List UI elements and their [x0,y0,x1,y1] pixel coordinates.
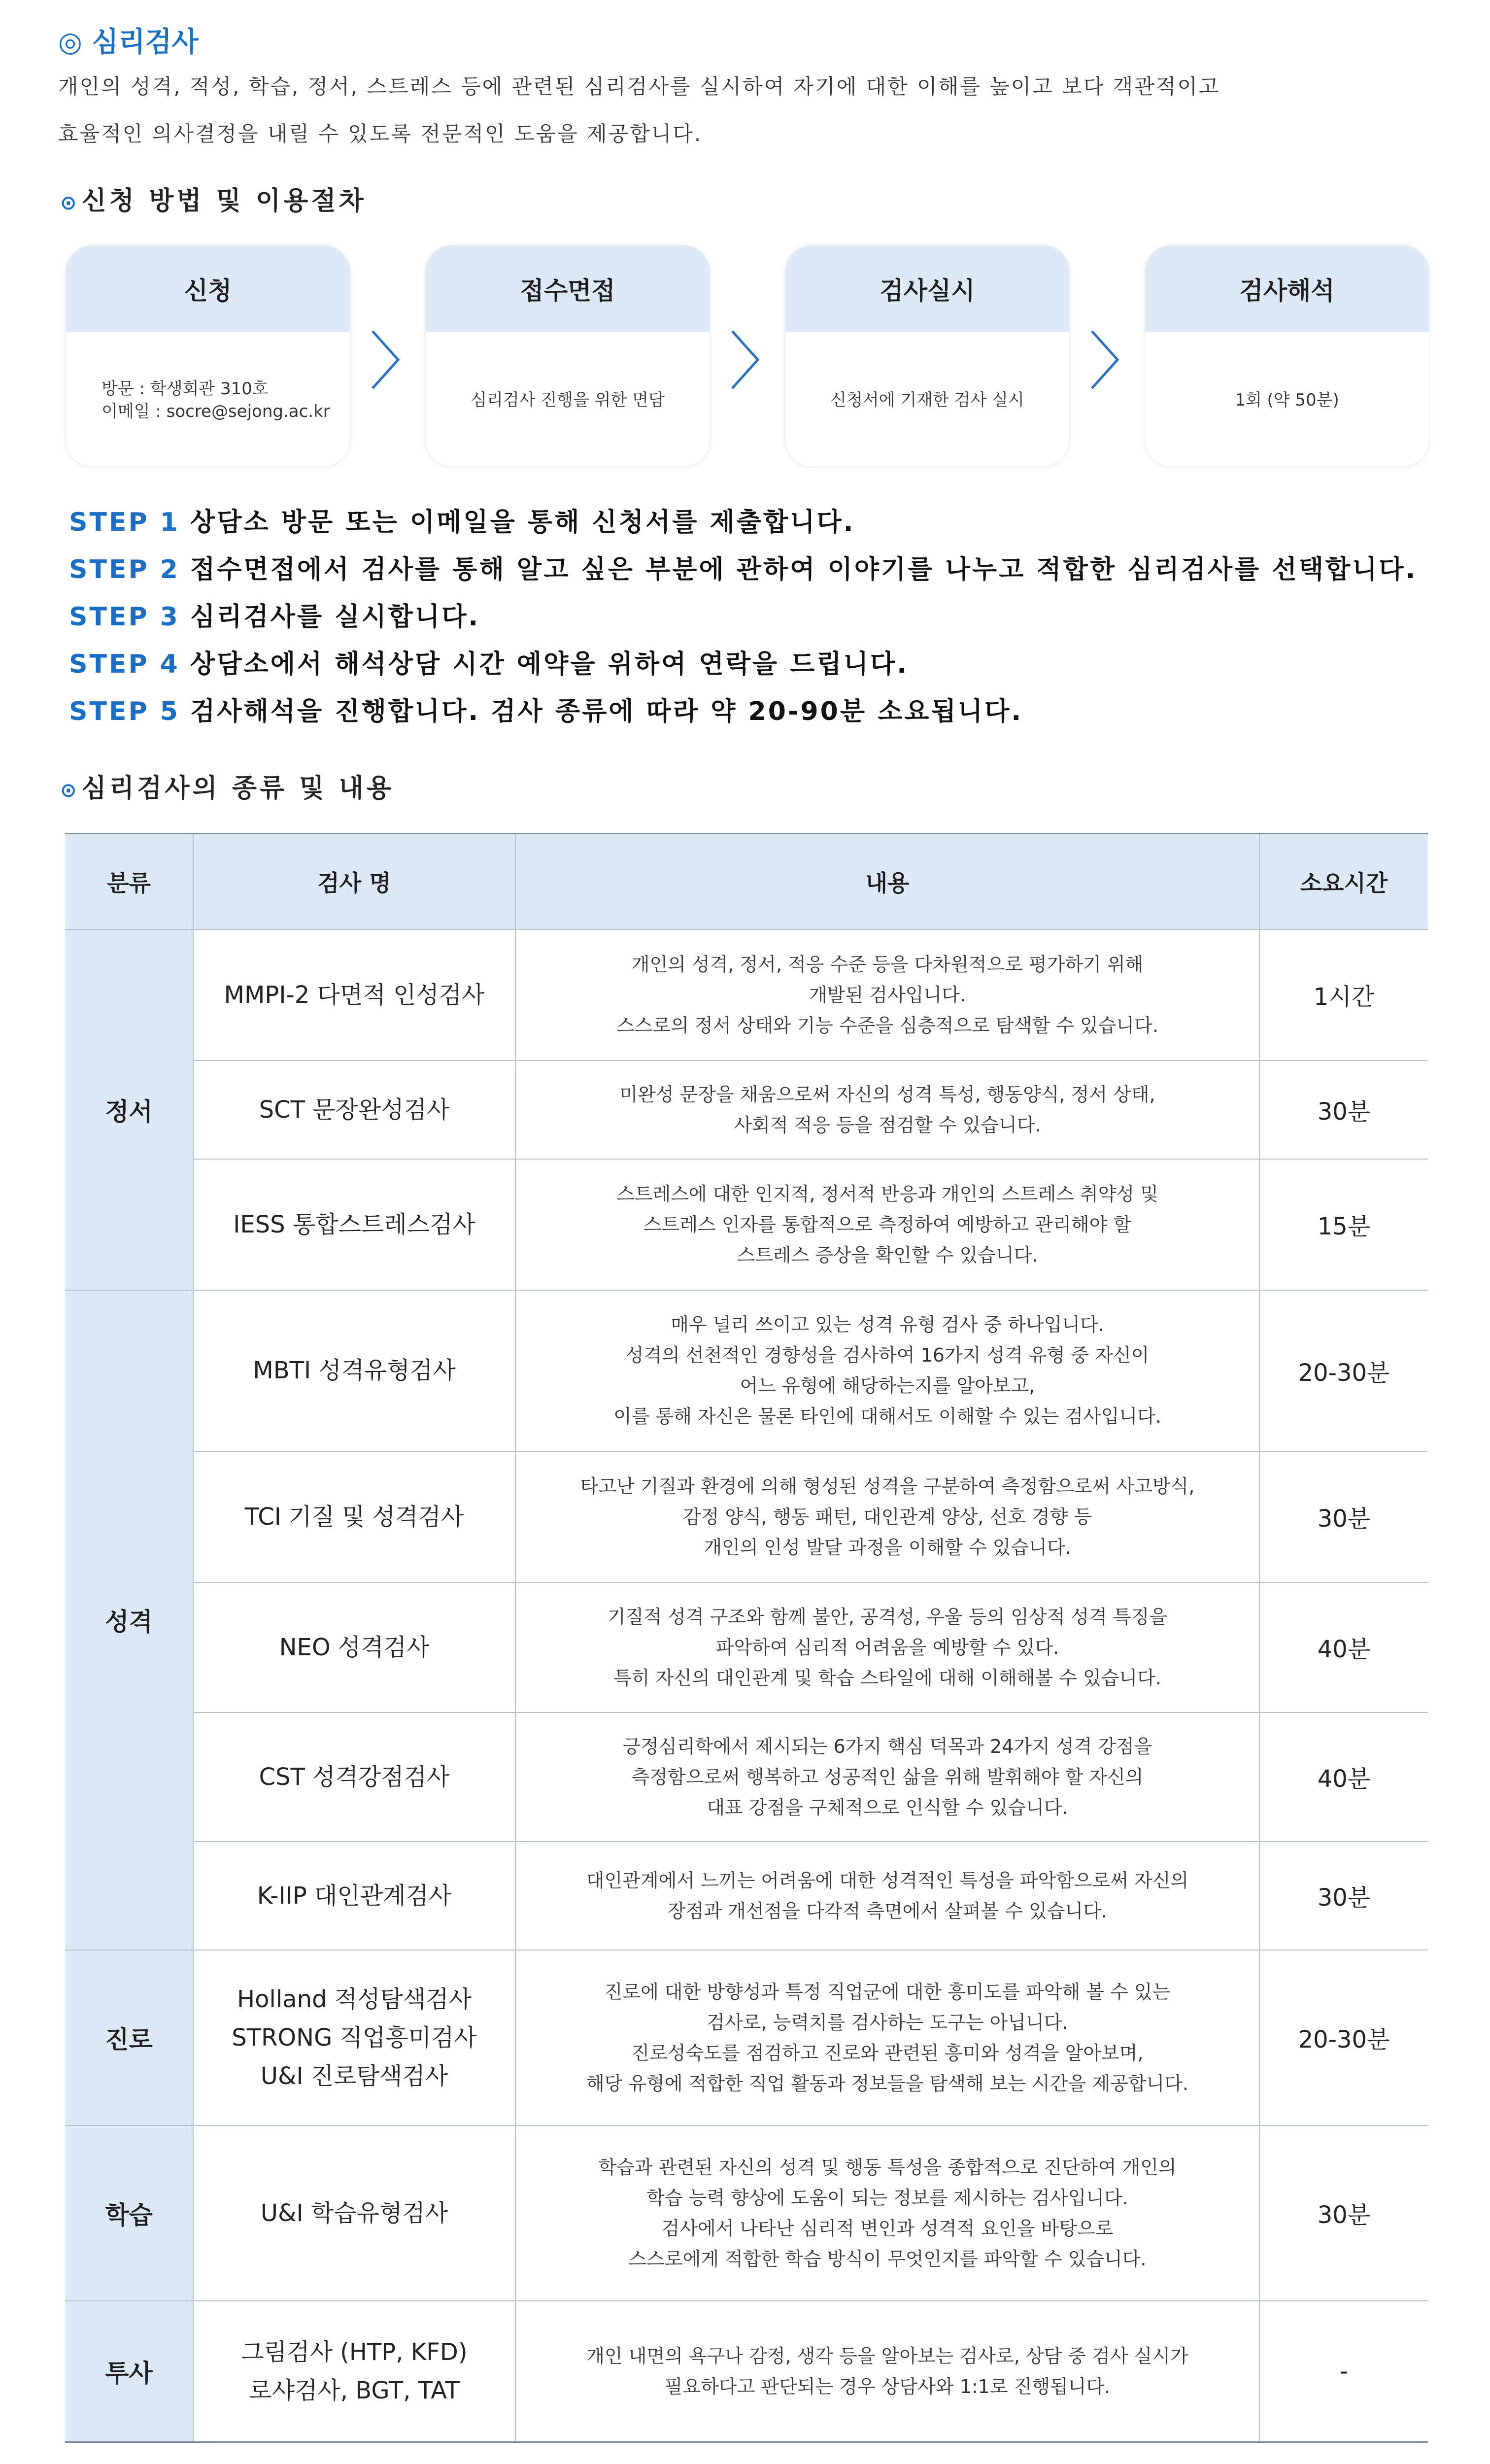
description-line: 학습 능력 향상에 도움이 되는 정보를 제시하는 검사입니다. [646,2187,1128,2209]
description-line: 어느 유형에 해당하는지를 알아보고, [740,1375,1035,1397]
table-row [65,1451,1428,1582]
test-description-cell [515,1842,1259,1950]
description-line: 대인관계에서 느끼는 어려움에 대한 성격적인 특성을 파악함으로써 자신의 [586,1869,1189,1891]
table-row [65,1159,1428,1290]
description-line: 진로에 대한 방향성과 특정 직업군에 대한 흥미도를 파악해 볼 수 있는 [604,1981,1171,2003]
description-line: 스스로의 정서 상태와 기능 수준을 심층적으로 탐색할 수 있습니다. [616,1014,1158,1036]
description-line: 해당 유형에 적합한 직업 활동과 정보들을 탐색해 보는 시간을 제공합니다. [586,2072,1189,2094]
description-line: 필요하다고 판단되는 경우 상담사와 1:1로 진행됩니다. [664,2375,1111,2397]
description-line: 파악하여 심리적 어려움을 예방할 수 있다. [715,1636,1059,1658]
circle-dot-icon: ⊙ [60,192,77,214]
description-line: 기질적 성격 구조와 함께 불안, 공격성, 우울 등의 임상적 성격 특징을 [607,1606,1168,1628]
description-line: 스트레스 증상을 확인할 수 있습니다. [737,1244,1038,1266]
table-row [65,929,1428,1061]
step-text: 상담소에서 해석상담 시간 예약을 위하여 연락을 드립니다. [190,650,909,679]
test-name-line: TCI 기질 및 성격검사 [244,1503,464,1531]
description-line: 스트레스 인자를 통합적으로 측정하여 예방하고 관리해야 할 [643,1213,1132,1235]
description-line: 대표 강점을 구체적으로 인식할 수 있습니다. [707,1796,1068,1818]
procedure-title-text: 신청 방법 및 이용절차 [81,186,367,216]
test-name-line: MBTI 성격유형검사 [253,1357,456,1384]
test-name-cell [193,2125,515,2301]
test-name-line: 그림검사 (HTP, KFD) [241,2338,468,2366]
test-name-line: IESS 통합스트레스검사 [233,1210,475,1238]
test-description-cell [515,1582,1259,1712]
description-line: 매우 널리 쓰이고 있는 성격 유형 검사 중 하나입니다. [671,1314,1104,1335]
test-name-line: 로샤검사, BGT, TAT [249,2376,460,2404]
test-name-cell [193,929,515,1061]
test-name-cell [193,1950,515,2125]
duration-cell: 15분 [1259,1159,1428,1290]
test-name-line: Holland 적성탐색검사 [237,1985,472,2013]
test-description-cell [515,929,1259,1061]
test-name-cell [193,1842,515,1950]
test-name-cell [193,1290,515,1451]
chevron-right-icon [725,325,765,394]
description-line: 이를 통해 자신은 물론 타인에 대해서도 이해할 수 있는 검사입니다. [613,1405,1161,1427]
description-line: 스스로에게 적합한 학습 방식이 무엇인지를 파악할 수 있습니다. [628,2248,1147,2270]
description-line: 미완성 문장을 채움으로써 자신의 성격 특성, 행동양식, 정서 상태, [619,1083,1155,1105]
test-name-cell [193,1061,515,1159]
procedure-card-title: 검사해석 [1145,245,1429,332]
duration-cell: 40분 [1259,1712,1428,1842]
procedure-card-interpretation [1144,244,1430,467]
procedure-card-body: 1회 (약 50분) [1235,390,1339,410]
step-text: 상담소 방문 또는 이메일을 통해 신청서를 제출합니다. [190,508,855,537]
intro-line: 효율적인 의사결정을 내릴 수 있도록 전문적인 도움을 제공합니다. [58,122,703,146]
column-header: 검사 명 [193,834,515,929]
procedure-section-title [60,181,367,223]
tests-section-title [60,769,394,810]
procedure-card-body: 신청서에 기재한 검사 실시 [830,390,1024,410]
test-name-cell [193,1451,515,1582]
description-line: 검사로, 능력치를 검사하는 도구는 아닙니다. [707,2011,1068,2033]
test-name-cell [193,1159,515,1290]
procedure-card-title: 신청 [66,245,350,332]
description-line: 검사에서 나타난 심리적 변인과 성격적 요인을 바탕으로 [661,2217,1114,2239]
procedure-card-testing [784,244,1070,467]
duration-cell: 30분 [1259,1842,1428,1950]
duration-cell: - [1259,2301,1428,2442]
duration-cell: 30분 [1259,2125,1428,2301]
test-name-cell [193,1582,515,1712]
table-row [65,1582,1428,1712]
description-line: 개인의 성격, 정서, 적응 수준 등을 다차원적으로 평가하기 위해 [631,953,1144,975]
test-description-cell [515,1950,1259,2125]
test-description-cell [515,1712,1259,1842]
description-line: 사회적 적응 등을 점검할 수 있습니다. [734,1114,1041,1136]
category-cell: 학습 [65,2125,193,2301]
test-description-cell [515,1290,1259,1451]
description-line: 측정함으로써 행복하고 성공적인 삶을 위해 발휘해야 할 자신의 [631,1766,1144,1788]
table-row [65,2301,1428,2442]
procedure-card-body: 심리검사 진행을 위한 면담 [471,390,665,410]
step-number: STEP 4 [69,650,180,679]
step-number: STEP 5 [69,697,180,726]
procedure-card-apply [65,244,351,467]
test-name-cell [193,1712,515,1842]
category-cell: 정서 [65,929,193,1290]
duration-cell: 20-30분 [1259,1950,1428,2125]
test-name-line: U&I 학습유형검사 [260,2199,448,2227]
description-line: 장점과 개선점을 다각적 측면에서 살펴볼 수 있습니다. [667,1900,1108,1922]
description-line: 스트레스에 대한 인지적, 정서적 반응과 개인의 스트레스 취약성 및 [616,1183,1158,1205]
step-item [69,546,1417,593]
description-line: 타고난 기질과 환경에 의해 형성된 성격을 구분하여 측정함으로써 사고방식, [580,1475,1195,1497]
test-description-cell [515,1061,1259,1159]
step-text: 접수면접에서 검사를 통해 알고 싶은 부분에 관하여 이야기를 나누고 적합한 심리검사를 선택합니다. [190,555,1418,584]
description-line: 개인 내면의 욕구나 감정, 생각 등을 알아보는 검사로, 상담 중 검사 실시가 [586,2345,1188,2367]
table-row [65,2125,1428,2301]
step-number: STEP 2 [69,555,180,584]
test-name-line: U&I 진로탐색검사 [260,2062,448,2090]
page-title: ◎ 심리검사 [58,26,199,58]
duration-cell: 40분 [1259,1582,1428,1712]
table-row [65,1842,1428,1950]
chevron-right-icon [1085,325,1124,394]
step-item [69,593,1417,641]
table-row [65,1712,1428,1842]
table-row [65,1290,1428,1451]
column-header: 내용 [515,834,1259,929]
step-number: STEP 1 [69,508,180,537]
step-number: STEP 3 [69,602,180,632]
description-line: 감정 양식, 행동 패턴, 대인관계 양상, 선호 경향 등 [682,1506,1092,1528]
description-line: 성격의 선천적인 경향성을 검사하여 16가지 성격 유형 중 자신이 [625,1344,1150,1366]
procedure-card-title: 검사실시 [785,245,1069,332]
circle-dot-icon: ⊙ [60,779,77,802]
test-description-cell [515,2125,1259,2301]
description-line: 학습과 관련된 자신의 성격 및 행동 특성을 종합적으로 진단하여 개인의 [598,2156,1177,2178]
column-header: 분류 [65,834,193,929]
test-description-cell [515,2301,1259,2442]
step-item [69,688,1417,735]
procedure-card-title: 접수면접 [426,245,710,332]
test-name-cell [193,2301,515,2442]
step-text: 심리검사를 실시합니다. [190,602,480,632]
description-line: 진로성숙도를 점검하고 진로와 관련된 흥미와 성격을 알아보며, [631,2042,1144,2064]
description-line: 긍정심리학에서 제시되는 6가지 핵심 덕목과 24가지 성격 강점을 [622,1735,1152,1757]
test-description-cell [515,1451,1259,1582]
step-item [69,499,1417,546]
table-row [65,1950,1428,2125]
test-name-line: STRONG 직업흥미검사 [232,2023,477,2052]
step-text: 검사해석을 진행합니다. 검사 종류에 따라 약 20-90분 소요됩니다. [190,697,1023,726]
step-list [69,499,1417,735]
procedure-card-line: 방문 : 학생회관 310호 [102,378,269,399]
category-cell: 투사 [65,2301,193,2442]
duration-cell: 30분 [1259,1451,1428,1582]
tests-table [65,833,1428,2443]
intro-line: 개인의 성격, 적성, 학습, 정서, 스트레스 등에 관련된 심리검사를 실시하여 자기에 대한 이해를 높이고 보다 객관적이고 [58,74,1220,99]
test-description-cell [515,1159,1259,1290]
procedure-card-body [66,332,350,467]
procedure-card-intake [425,244,711,467]
test-name-line: K-IIP 대인관계검사 [257,1882,452,1910]
description-line: 특히 자신의 대인관계 및 학습 스타일에 대해 이해해볼 수 있습니다. [613,1667,1161,1689]
duration-cell: 20-30분 [1259,1290,1428,1451]
procedure-card-line: 이메일 : socre@sejong.ac.kr [102,401,330,421]
chevron-right-icon [366,325,405,394]
table-row [65,1061,1428,1159]
duration-cell: 30분 [1259,1061,1428,1159]
table-header-row [65,834,1428,929]
tests-title-text: 심리검사의 종류 및 내용 [81,774,395,803]
test-name-line: CST 성격강점검사 [259,1763,450,1791]
column-header: 소요시간 [1259,834,1428,929]
intro-text [58,63,1453,158]
test-name-line: SCT 문장완성검사 [259,1095,450,1124]
test-name-line: NEO 성격검사 [279,1633,430,1661]
description-line: 개인의 인성 발달 과정을 이해할 수 있습니다. [704,1536,1071,1558]
description-line: 개발된 검사입니다. [809,984,966,1006]
category-cell: 진로 [65,1950,193,2125]
test-name-line: MMPI-2 다면적 인성검사 [224,981,485,1009]
category-cell: 성격 [65,1290,193,1950]
duration-cell: 1시간 [1259,929,1428,1061]
step-item [69,641,1417,688]
